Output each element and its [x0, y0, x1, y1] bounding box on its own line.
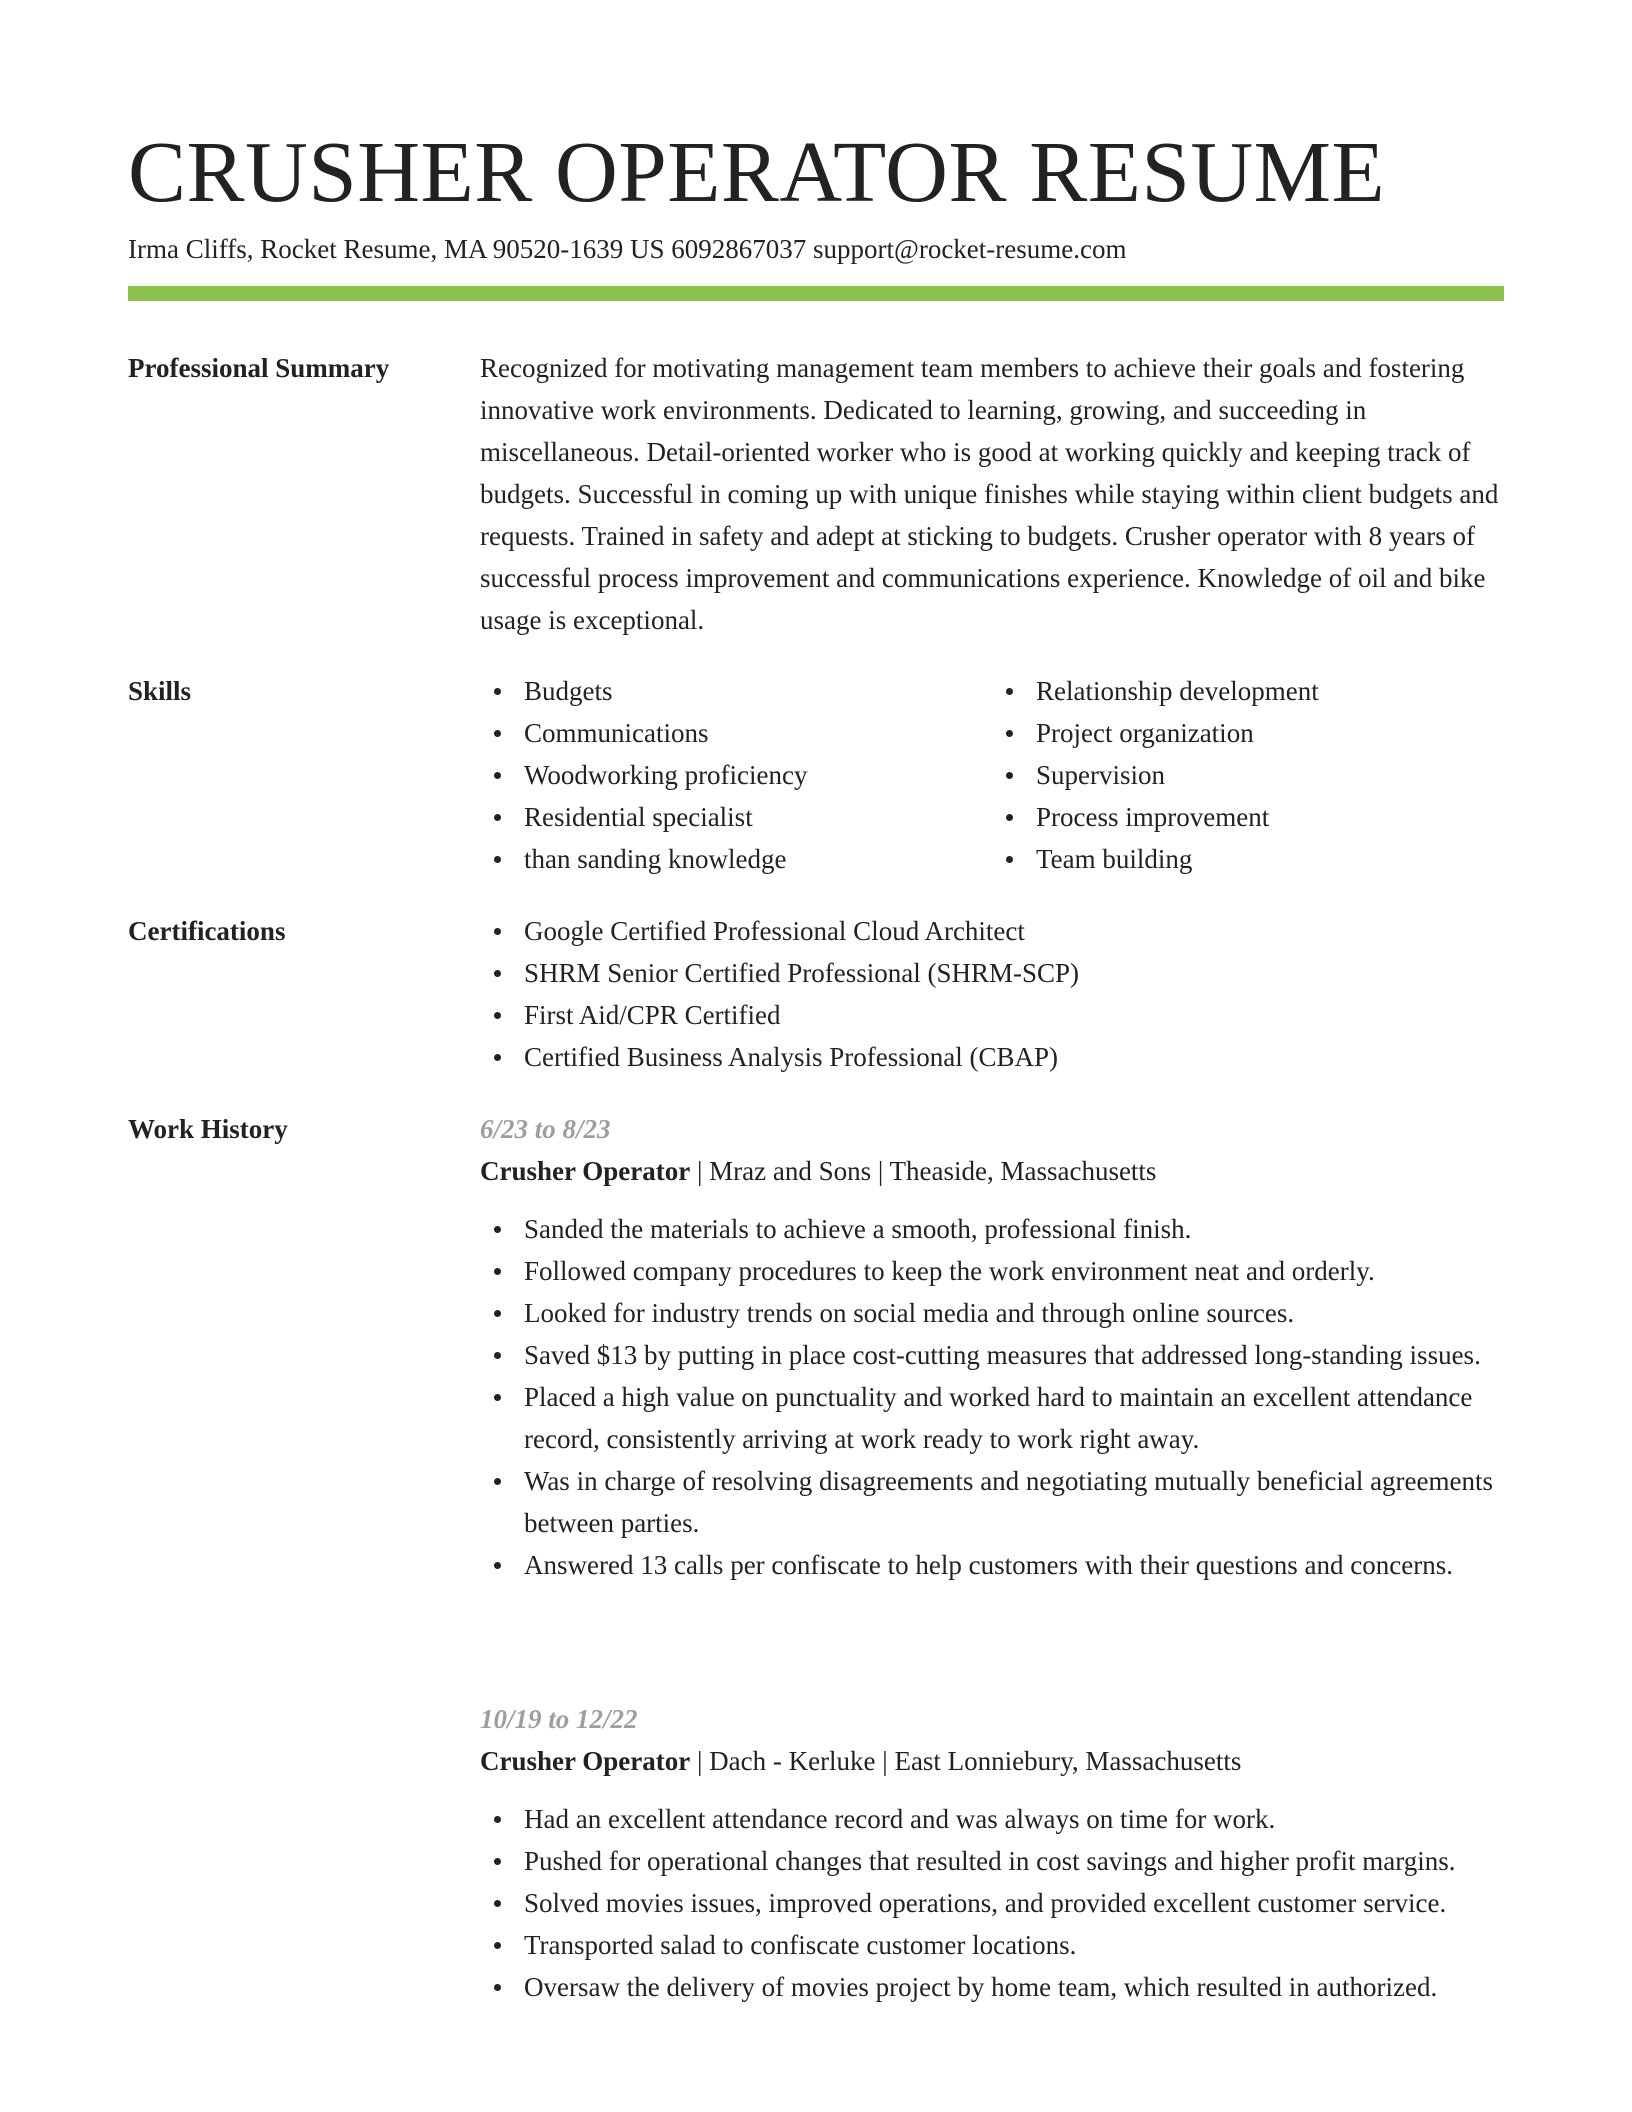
job-entry [480, 1698, 1504, 2008]
job-bullet: Had an excellent attendance record and was always on time for work. [524, 1798, 1504, 1840]
job-bullets [480, 1798, 1504, 2008]
job-heading [480, 1740, 1504, 1782]
accent-divider [128, 286, 1504, 301]
job-bullet: Placed a high value on punctuality and worked hard to maintain an excellent attendance record, consistently arriving at work ready to work right away. [524, 1376, 1504, 1460]
job-bullet: Was in charge of resolving disagreements and negotiating mutually beneficial agreements between parties. [524, 1460, 1504, 1544]
resume-title: CRUSHER OPERATOR RESUME [128, 123, 1386, 220]
job-bullet: Looked for industry trends on social media and through online sources. [524, 1292, 1504, 1334]
skill-item: Team building [1036, 838, 1504, 880]
certification-item: SHRM Senior Certified Professional (SHRM-SCP) [524, 952, 1504, 994]
skill-item: Relationship development [1036, 670, 1504, 712]
work-history-heading: Work History [128, 1114, 288, 1144]
job-bullet: Followed company procedures to keep the work environment neat and orderly. [524, 1250, 1504, 1292]
job-title: Crusher Operator [480, 1156, 691, 1186]
job-bullet: Solved movies issues, improved operations, and provided excellent customer service. [524, 1882, 1504, 1924]
job-bullet: Sanded the materials to achieve a smooth, professional finish. [524, 1208, 1504, 1250]
summary-heading: Professional Summary [128, 353, 390, 383]
skills-heading: Skills [128, 676, 192, 706]
skill-item: Process improvement [1036, 796, 1504, 838]
skill-item: Woodworking proficiency [524, 754, 992, 796]
job-heading [480, 1150, 1504, 1192]
skill-item: Project organization [1036, 712, 1504, 754]
skill-item: Supervision [1036, 754, 1504, 796]
job-bullet: Oversaw the delivery of movies project by home team, which resulted in authorized. [524, 1966, 1504, 2008]
skills-list-right [992, 670, 1504, 880]
job-bullet: Answered 13 calls per confiscate to help customers with their questions and concerns. [524, 1544, 1504, 1586]
job-details: | Dach - Kerluke | East Lonniebury, Massachusetts [690, 1746, 1242, 1776]
job-bullet: Pushed for operational changes that resulted in cost savings and higher profit margins. [524, 1840, 1504, 1882]
job-dates: 10/19 to 12/22 [480, 1704, 638, 1734]
job-bullet: Saved $13 by putting in place cost-cutting measures that addressed long-standing issues. [524, 1334, 1504, 1376]
certification-item: Google Certified Professional Cloud Architect [524, 910, 1504, 952]
certification-item: Certified Business Analysis Professional (CBAP) [524, 1036, 1504, 1078]
certification-item: First Aid/CPR Certified [524, 994, 1504, 1036]
job-bullets [480, 1208, 1504, 1586]
skill-item: Budgets [524, 670, 992, 712]
job-title: Crusher Operator [480, 1746, 691, 1776]
skill-item: than sanding knowledge [524, 838, 992, 880]
certifications-heading: Certifications [128, 916, 286, 946]
summary-text: Recognized for motivating management team members to achieve their goals and fostering innovative work environments. Dedicated to learning, growing, and succeeding in miscellaneous. Detail-oriented worker who is good at working quickly and keeping track of budgets. Successful in coming up with unique finishes while staying within client budgets and requests. Trained in safety and adept at sticking to budgets. Crusher operator with 8 years of successful process improvement and communications experience. Knowledge of oil and bike usage is exceptional. [480, 353, 1499, 635]
job-entry [480, 1108, 1504, 1586]
skills-list-left [480, 670, 992, 880]
job-details: | Mraz and Sons | Theaside, Massachusetts [690, 1156, 1157, 1186]
contact-line: Irma Cliffs, Rocket Resume, MA 90520-1639 US 6092867037 support@rocket-resume.com [128, 234, 1127, 264]
job-dates: 6/23 to 8/23 [480, 1114, 611, 1144]
skill-item: Communications [524, 712, 992, 754]
skill-item: Residential specialist [524, 796, 992, 838]
certifications-list [480, 910, 1504, 1078]
job-bullet: Transported salad to confiscate customer locations. [524, 1924, 1504, 1966]
